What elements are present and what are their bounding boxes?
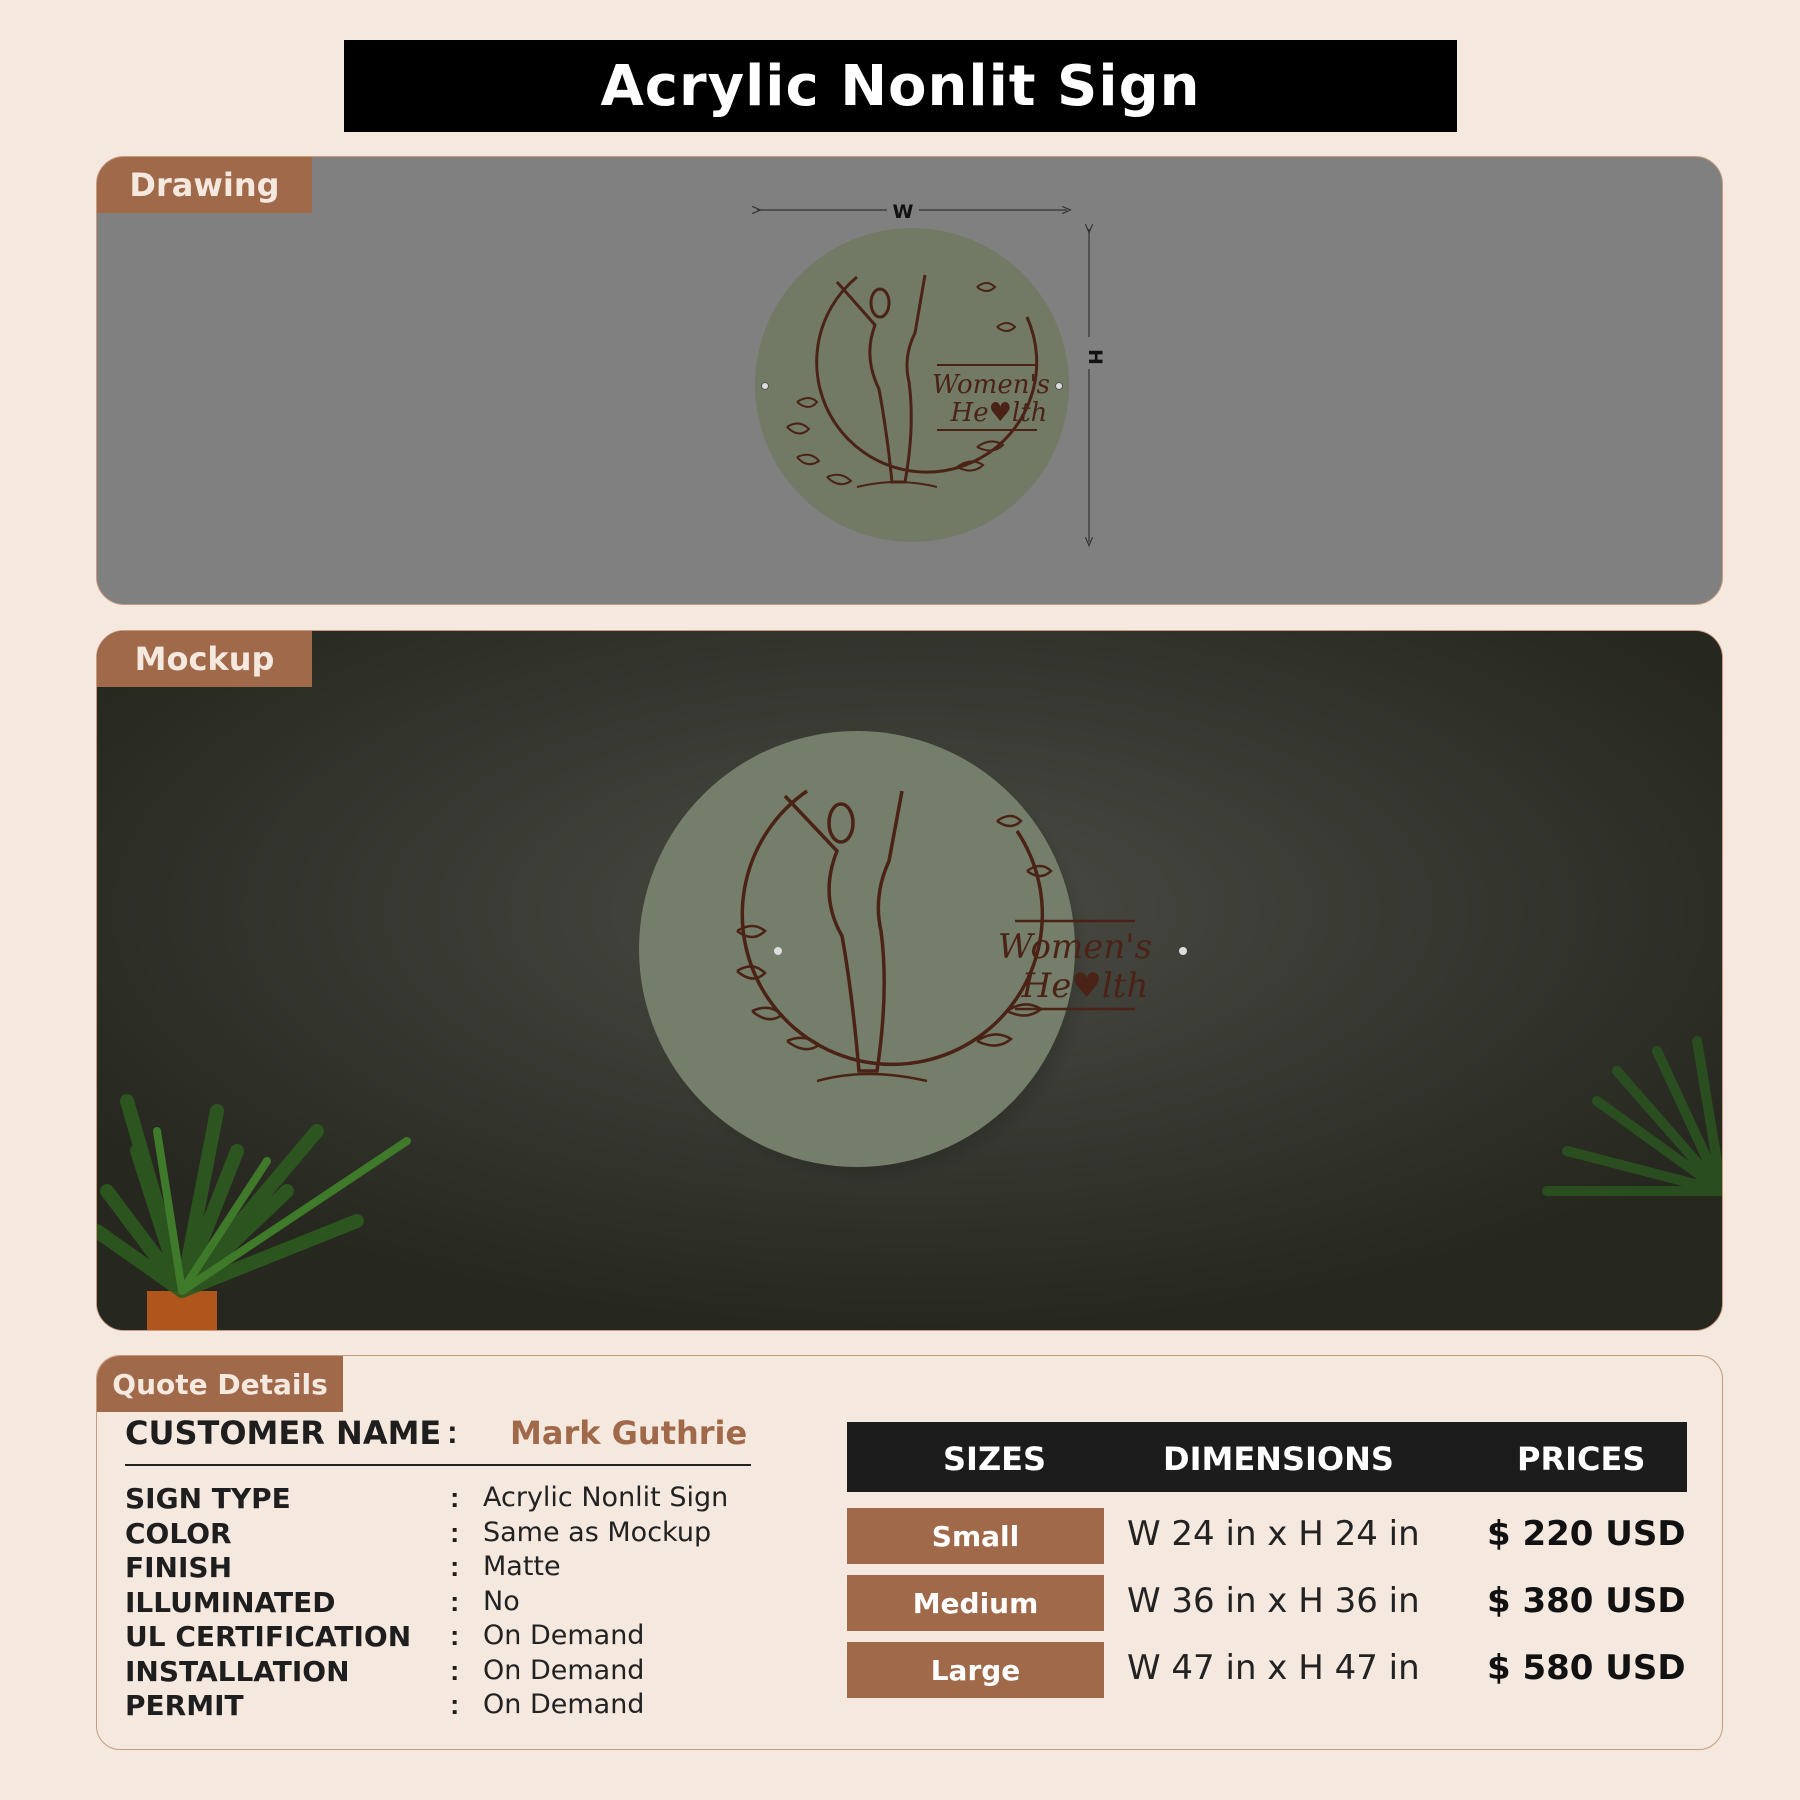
spec-row-installation: [125, 1655, 745, 1690]
mockup-tab: Mockup: [97, 631, 312, 687]
spec-label: UL CERTIFICATION: [125, 1620, 412, 1653]
size-price: $ 580 USD: [1487, 1648, 1686, 1688]
mounting-hole-left: [762, 383, 769, 390]
size-dimensions: W 47 in x H 47 in: [1127, 1648, 1420, 1688]
spec-label: INSTALLATION: [125, 1654, 350, 1688]
price-table-header: [847, 1422, 1687, 1492]
mockup-sign-text-line1: Women's: [997, 927, 1153, 967]
size-row-medium: [847, 1575, 1707, 1631]
spec-value: No: [483, 1585, 520, 1617]
mockup-hole-right: [1179, 947, 1187, 955]
spec-label: ILLUMINATED: [125, 1585, 336, 1619]
size-row-small: [847, 1508, 1707, 1564]
spec-row-finish: [125, 1551, 745, 1586]
quote-details-tab: Quote Details: [97, 1356, 343, 1412]
size-medium-button[interactable]: Medium: [847, 1575, 1104, 1631]
customer-name-value: Mark Guthrie: [510, 1414, 748, 1452]
prices-header: PRICES: [1517, 1440, 1646, 1478]
spec-colon: :: [450, 1689, 460, 1720]
sign-text-line2: He♥lth: [950, 398, 1048, 428]
size-price: $ 220 USD: [1487, 1514, 1686, 1554]
customer-name-row: [125, 1414, 751, 1466]
mockup-sign-text-line2: He♥lth: [1021, 966, 1149, 1006]
size-dimensions: W 24 in x H 24 in: [1127, 1514, 1420, 1554]
mockup-scene: [97, 631, 1722, 1330]
spec-value: Same as Mockup: [483, 1516, 712, 1548]
spec-colon: :: [450, 1585, 460, 1617]
spec-value: Acrylic Nonlit Sign: [483, 1482, 729, 1513]
size-row-large: [847, 1642, 1707, 1698]
sign-drawing: [755, 228, 1069, 542]
spec-list: [125, 1482, 745, 1724]
quote-details-panel: [96, 1355, 1723, 1750]
size-small-button[interactable]: Small: [847, 1508, 1104, 1564]
width-marker: W: [892, 201, 914, 223]
customer-name-label: CUSTOMER NAME: [125, 1414, 442, 1452]
spec-row-color: [125, 1517, 745, 1552]
spec-colon: :: [450, 1482, 460, 1513]
spec-label: PERMIT: [125, 1689, 244, 1722]
dimensions-header: DIMENSIONS: [1163, 1440, 1394, 1478]
height-marker: H: [1084, 349, 1106, 365]
spec-row-permit: [125, 1689, 745, 1724]
spec-colon: :: [450, 1654, 460, 1686]
mockup-hole-left: [774, 947, 782, 955]
drawing-tab: Drawing: [97, 157, 312, 213]
spec-value: On Demand: [483, 1620, 645, 1651]
spec-colon: :: [450, 1551, 460, 1582]
sign-text-line1: Women's: [932, 370, 1050, 400]
drawing-panel: [96, 156, 1723, 605]
spec-row-sign-type: [125, 1482, 745, 1517]
mounting-hole-right: [1056, 383, 1063, 390]
mockup-panel: [96, 630, 1723, 1331]
spec-row-ul-certification: [125, 1620, 745, 1655]
spec-value: On Demand: [483, 1689, 645, 1720]
spec-colon: :: [450, 1620, 460, 1651]
spec-value: On Demand: [483, 1654, 645, 1686]
size-large-button[interactable]: Large: [847, 1642, 1104, 1698]
drawing-illustration: [97, 157, 1722, 604]
spec-row-illuminated: [125, 1586, 745, 1621]
sizes-header: SIZES: [943, 1440, 1047, 1478]
customer-name-colon: :: [447, 1414, 458, 1450]
spec-label: COLOR: [125, 1516, 232, 1550]
size-dimensions: W 36 in x H 36 in: [1127, 1581, 1420, 1621]
spec-label: SIGN TYPE: [125, 1482, 291, 1515]
spec-label: FINISH: [125, 1551, 232, 1584]
size-price: $ 380 USD: [1487, 1581, 1686, 1621]
page-title: Acrylic Nonlit Sign: [344, 40, 1457, 132]
spec-value: Matte: [483, 1551, 561, 1582]
spec-colon: :: [450, 1516, 460, 1548]
